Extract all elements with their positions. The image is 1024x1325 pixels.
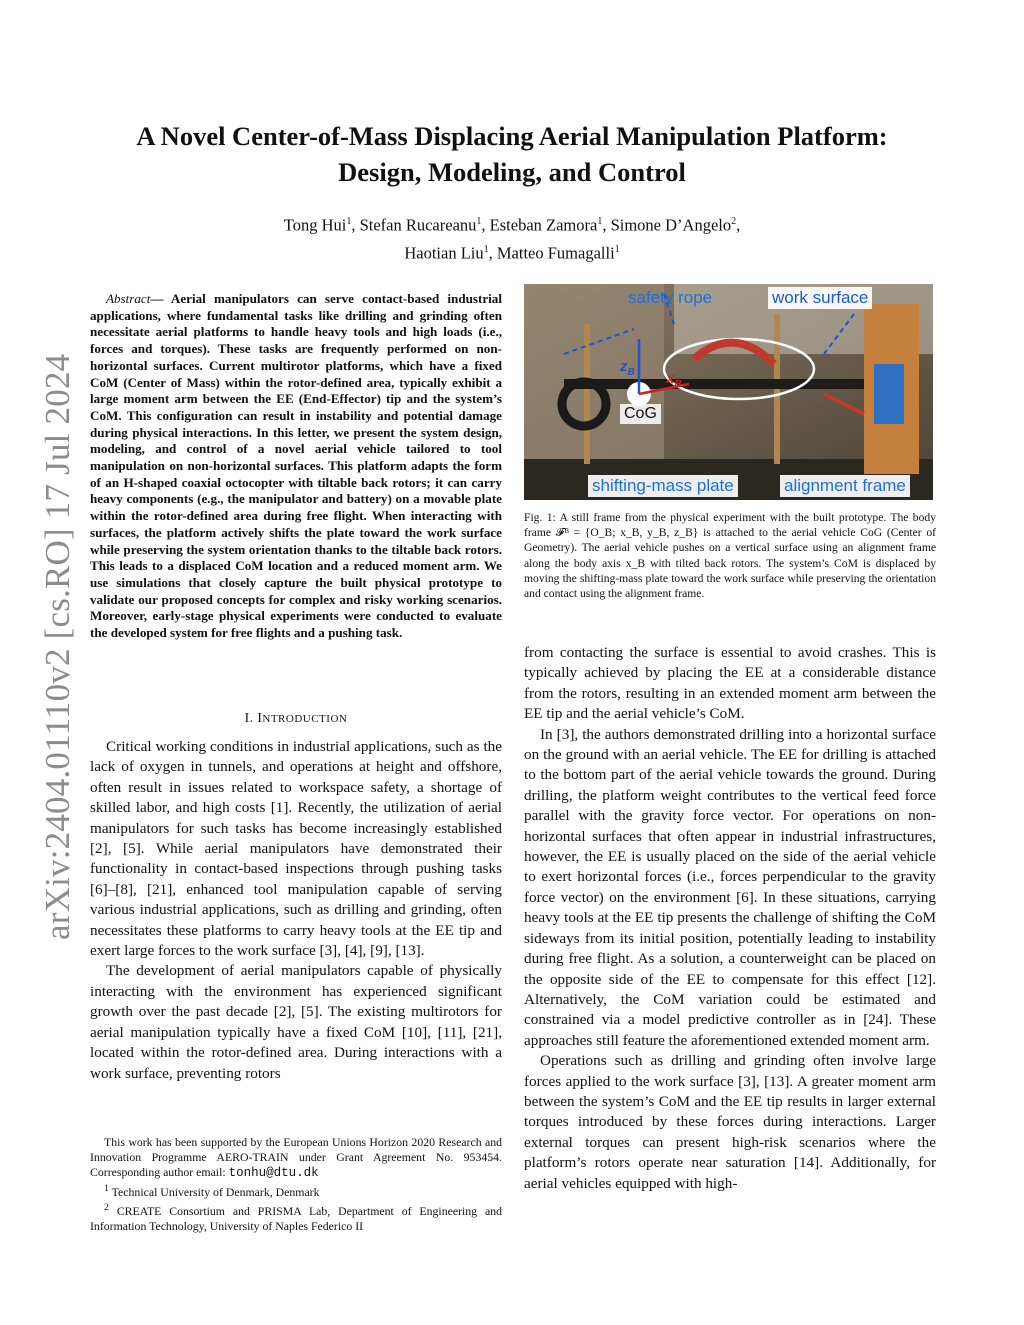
- caption-text: A still frame from the physical experiment with the built prototype. The body frame 𝓕ᴮ = {O_B; x_B, y_B, z_B} is attached to the aerial vehicle CoG (Center of Geometry). The aerial vehicle pushes on a vertical surface using an alignment frame along the body axis x_B with tilted back rotors. The system’s CoM is displaced by moving the shifting-mass plate toward the work surface while preserving the orientation and contact using the alignment frame.: [524, 511, 936, 601]
- footnote-affiliation-2: $^2$ CREATE Consortium and PRISMA Lab, Department of Engineering and Information Technology, University of Naples Federico II: [90, 1201, 502, 1233]
- paragraph: from contacting the surface is essential to avoid crashes. This is typically achieved by placing the EE at a considerable distance from the rotors, resulting in an extended moment arm between the EE tip and the aerial vehicle’s CoM.: [524, 644, 936, 723]
- author-name: Haotian Liu: [404, 243, 484, 262]
- authors-line-1: Tong Hui$^1$, Stefan Rucareanu$^1$, Esteban Zamora$^1$, Simone D’Angelo$^2$,: [283, 215, 741, 235]
- author-name: Simone D’Angelo: [610, 215, 732, 235]
- footnote-funding: This work has been supported by the European Unions Horizon 2020 Research and Innovation Programme AERO-TRAIN under Grant Agreement No. 953454. Corresponding author email: tonhu@dtu.dk: [90, 1135, 502, 1180]
- paragraph: Critical working conditions in industrial applications, such as the lack of oxygen in tunnels, and operations at height and offshore, often result in issues related to workspace safety, a shortage of skilled labor, and high costs [1]. Recently, the utilization of aerial manipulators for such tasks has become increasingly established [2], [5]. While aerial manipulators have demonstrated their functionality in contact-based inspections through pushing tasks [6]–[8], [21], enhanced tool manipulation capable of serving various industrial applications, such as drilling and grinding, often necessitates these platforms to carry heavy tools at the EE tip and exert large forces to the work surface [3], [4], [9], [13].: [90, 738, 502, 960]
- paragraph: The development of aerial manipulators capable of physically interacting with the environment has experienced significant growth over the past decade [2], [5]. The existing multirotors for aerial manipulation typically have a fixed CoM [10], [11], [21], located within the rotor-defined area. During interactions with a work surface, preventing rotors: [90, 962, 502, 1082]
- author-name: Tong Hui: [283, 215, 347, 235]
- author-name: Stefan Rucareanu: [359, 215, 477, 235]
- label-alignment-frame: alignment frame: [780, 475, 910, 497]
- introduction-right-column: [524, 643, 936, 1194]
- label-work-surface: work surface: [768, 287, 872, 309]
- label-z-axis: $z_B$: [620, 358, 635, 378]
- authors-line-2: Haotian Liu$^1$, Matteo Fumagalli$^1$: [404, 243, 620, 262]
- introduction-left-column: [90, 737, 502, 1084]
- label-cog: CoG: [620, 404, 661, 424]
- figure-1-photo: [524, 284, 933, 500]
- abstract: [90, 291, 502, 642]
- title-line-2: Design, Modeling, and Control: [338, 157, 686, 187]
- label-x-axis: $x_B$: [666, 370, 682, 390]
- caption-label: Fig. 1:: [524, 511, 556, 524]
- footnote-affiliation-1: $^1$ Technical University of Denmark, Denmark: [104, 1183, 320, 1199]
- paper-title: [100, 118, 924, 190]
- author-list: [120, 210, 904, 265]
- label-shifting-mass-plate: shifting-mass plate: [588, 475, 738, 497]
- author-name: Matteo Fumagalli: [496, 243, 615, 262]
- paragraph: Operations such as drilling and grinding often involve large forces applied to the work surface [3], [13]. A greater moment arm between the system’s CoM and the EE tip results in larger external torques introduced by these forces during interactions. Larger external torques can present high-risk scenarios where the platform’s rotors operate near saturation [14]. Additionally, for aerial vehicles equipped with high-: [524, 1052, 936, 1192]
- paragraph: In [3], the authors demonstrated drilling into a horizontal surface on the ground with an aerial vehicle. The EE for drilling is attached to the bottom part of the aerial vehicle towards the ground. During drilling, the platform weight contributes to the vertical feed force parallel with the gravity force vector. For operations on non-horizontal surfaces that often appear in industrial infrastructures, however, the EE is usually placed on the side of the aerial vehicle to exert horizontal forces (i.e., forces perpendicular to the gravity force vector) on the environment [6]. In these situations, carrying heavy tools at the EE tip presents the challenge of shifting the CoM sideways from its initial position, potentially leading to instability during free flight. As a solution, a counterweight can be placed on the opposite side of the EE to compensate for this effect [12]. Alternatively, the CoM variation could be estimated and constrained via a model predictive controller as in [24]. These approaches still feature the aforementioned extended moment arm.: [524, 725, 936, 1049]
- label-safety-rope: safety rope: [628, 288, 713, 307]
- author-name: Esteban Zamora: [489, 215, 598, 235]
- abstract-label: Abstract: [106, 291, 151, 306]
- author-email[interactable]: tonhu@dtu.dk: [228, 1166, 319, 1180]
- section-heading-introduction: I. INTRODUCTION: [244, 710, 348, 725]
- figure-1-caption: [524, 510, 936, 601]
- abstract-text: — Aerial manipulators can serve contact-based industrial applications, where fundamental tasks like drilling and grinding often necessitate aerial platforms to handle heavy tools and high loads (i.e., forces and torques). These tasks are frequently performed on non-horizontal surfaces. Current multirotor platforms, which have a fixed CoM (Center of Mass) within the rotor-defined area, typically exhibit a large moment arm between the EE (End-Effector) tip and the system’s CoM. This configuration can result in instability and potential damage during physical interactions. In this letter, we present the system design, modeling, and control of a novel aerial vehicle tailored to tool manipulation on non-horizontal surfaces. This platform adapts the form of an H-shaped coaxial octocopter with tiltable back rotors; it can carry heavy components (e.g., the manipulator and battery) on a movable plate within the rotor-defined area during free flight. When interacting with surfaces, the platform actively shifts the plate toward the work surface while preserving the system orientation thanks to the tiltable back rotors. This leads to a displaced CoM location and a reduced moment arm. We use simulations that closely capture the built physical prototype to validate our proposed concepts for complex and risky working scenarios. Moreover, early-stage physical experiments were conducted to evaluate the developed system for free flights and a pushing task.: [90, 291, 502, 641]
- title-line-1: A Novel Center-of-Mass Displacing Aerial Manipulation Platform:: [136, 121, 888, 151]
- prototype-scene-drawing: [524, 284, 933, 500]
- footnotes: [90, 1135, 502, 1234]
